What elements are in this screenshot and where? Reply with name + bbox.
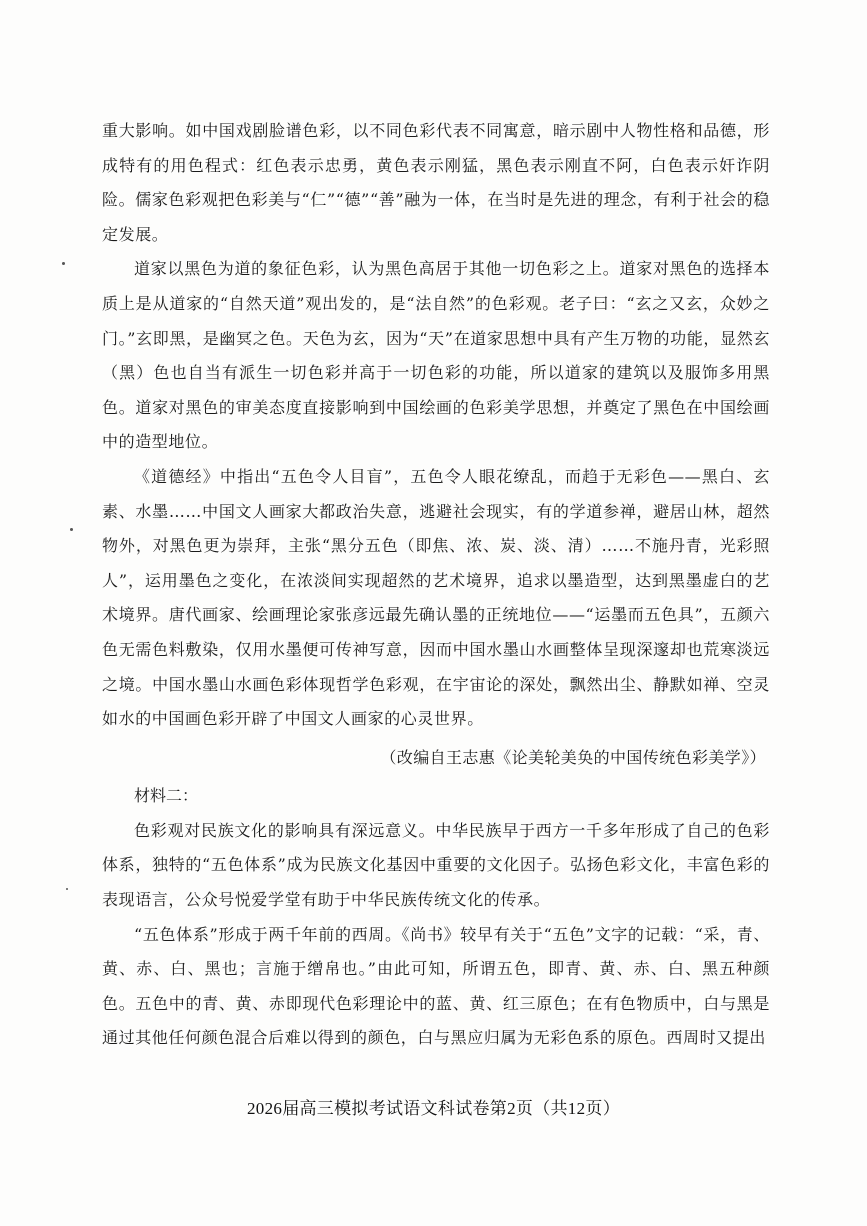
scan-speck — [66, 888, 68, 890]
page-footer: 2026届高三模拟考试语文科试卷第2页（共12页） — [247, 1099, 620, 1118]
scan-speck — [62, 262, 65, 265]
scan-speck — [70, 528, 73, 531]
paragraph-daodejing-ink: 《道德经》中指出“五色令人目盲”，五色令人眼花缭乱，而趋于无彩色——黑白、玄素、水墨……中国文人画家大都政治失意，逃避社会现实，有的学道参禅，避居山林，超然物外，对黑色更为崇拜，主张“黑分五色（即焦、浓、炭、淡、清）……不施丹青，光彩照人”，运用墨色之变化，在浓淡间实现超然的艺术境界，追求以墨造型，达到黑墨虚白的艺术境界。唐代画家、绘画理论家张彦远最先确认墨的正统地位——“运墨而五色具”，五颜六色无需色料敷染，仅用水墨便可传神写意，因而中国水墨山水画整体呈现深邃却也荒寒淡远之境。中国水墨山水画色彩体现哲学色彩观，在宇宙论的深处，飘然出尘、静默如禅、空灵如水的中国画色彩开辟了中国文人画家的心灵世界。 — [102, 466, 770, 729]
paragraph-taoist-black: 道家以黑色为道的象征色彩，认为黑色高居于其他一切色彩之上。道家对黑色的选择本质上是从道家的“自然天道”观出发的，是“法自然”的色彩观。老子曰：“玄之又玄，众妙之门。”玄即黑，是幽冥之色。天色为玄，因为“天”在道家思想中具有产生万物的功能，显然玄（黑）色也自当有派生一切色彩并高于一切色彩的功能，所以道家的建筑以及服饰多用黑色。道家对黑色的审美态度直接影响到中国绘画的色彩美学思想，并奠定了黑色在中国绘画中的造型地位。 — [102, 259, 770, 452]
paragraph-color-culture: 色彩观对民族文化的影响具有深远意义。中华民族早于西方一千多年形成了自己的色彩体系，独特的“五色体系”成为民族文化基因中重要的文化因子。弘扬色彩文化，丰富色彩的表现语言，公众号悦爱学堂有助于中华民族传统文化的传承。 — [102, 820, 770, 910]
paragraph-five-color-system: “五色体系”形成于两千年前的西周。《尚书》较早有关于“五色”文字的记载：“采，青、黄、赤、白、黑也；言施于缯帛也。”由此可知，所谓五色，即青、黄、赤、白、黑五种颜色。五色中的青、黄、赤即现代色彩理论中的蓝、黄、红三原色；在有色物质中，白与黑是通过其他任何颜色混合后难以得到的颜色，白与黑应归属为无彩色系的原色。西周时又提出 — [102, 924, 770, 1048]
source-citation: （改编自王志惠《论美轮美奂的中国传统色彩美学》） — [380, 747, 766, 767]
material-two-label: 材料二： — [134, 786, 199, 806]
body-text — [102, 114, 770, 1056]
paragraph-confucian-color: 重大影响。如中国戏剧脸谱色彩，以不同色彩代表不同寓意，暗示剧中人物性格和品德，形成特有的用色程式：红色表示忠勇，黄色表示刚猛，黑色表示刚直不阿，白色表示奸诈阴险。儒家色彩观把色彩美与“仁”“德”“善”融为一体，在当时是先进的理念，有利于社会的稳定发展。 — [102, 121, 770, 244]
